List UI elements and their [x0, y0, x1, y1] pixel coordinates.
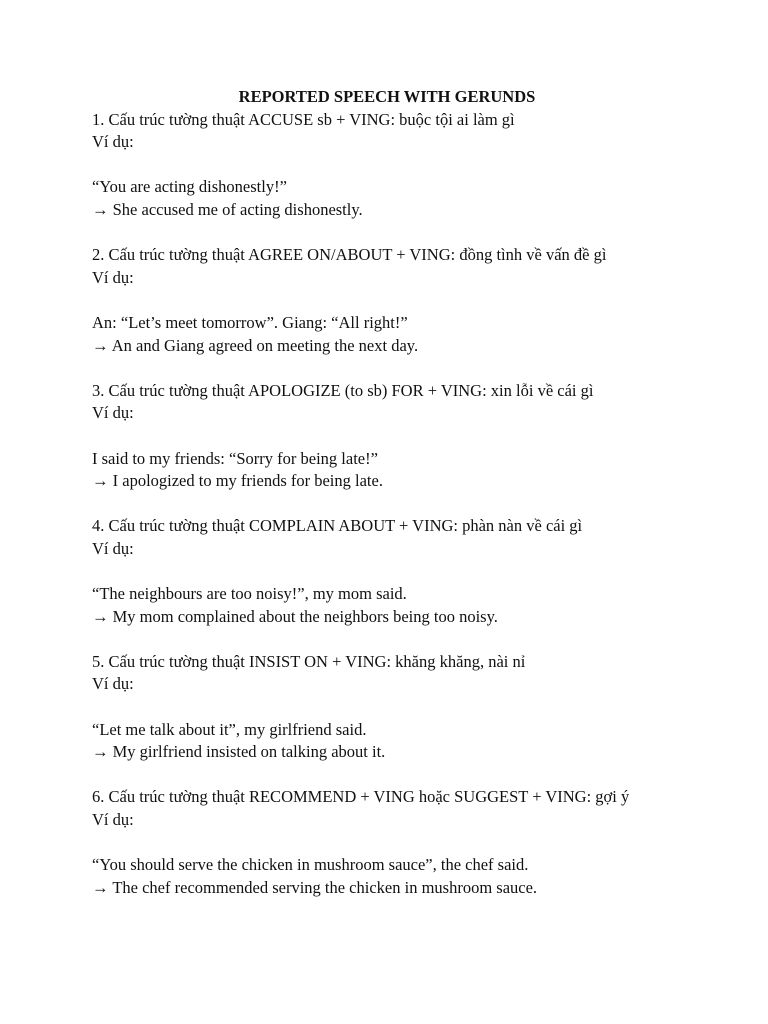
- example-label: Ví dụ:: [92, 810, 134, 829]
- spacer: [92, 560, 682, 583]
- section-heading: 2. Cấu trúc tường thuật AGREE ON/ABOUT + VING: đồng tình về vấn đề gì: [92, 245, 607, 265]
- example-label: Ví dụ:: [92, 403, 134, 423]
- example-quote: An: “Let’s meet tomorrow”. Giang: “All right!”: [92, 312, 408, 332]
- section-heading: 4. Cấu trúc tường thuật COMPLAIN ABOUT + VING: phàn nàn về cái gì: [92, 516, 583, 536]
- example-reported: → My mom complained about the neighbors being too noisy.: [92, 606, 498, 626]
- example-reported: → An and Giang agreed on meeting the next day.: [92, 335, 419, 355]
- section-heading: 1. Cấu trúc tường thuật ACCUSE sb + VING: buộc tội ai làm gì: [92, 109, 515, 129]
- example-quote: “Let me talk about it”, my girlfriend said.: [92, 719, 367, 739]
- spacer: [92, 493, 682, 516]
- section-heading: 5. Cấu trúc tường thuật INSIST ON + VING: khăng khăng, nài nỉ: [92, 651, 526, 671]
- document-page: [92, 86, 682, 899]
- spacer: [92, 154, 682, 177]
- example-reported: → She accused me of acting dishonestly.: [92, 199, 363, 219]
- section-3: [92, 380, 682, 516]
- example-label: Ví dụ:: [92, 267, 134, 287]
- section-6: [92, 786, 682, 899]
- spacer: [92, 357, 682, 380]
- section-heading: 3. Cấu trúc tường thuật APOLOGIZE (to sb) FOR + VING: xin lỗi về cái gì: [92, 380, 594, 400]
- section-5: [92, 651, 682, 787]
- section-2: [92, 244, 682, 380]
- spacer: [92, 425, 682, 448]
- example-quote: “You are acting dishonestly!”: [92, 177, 287, 197]
- spacer: [92, 696, 682, 719]
- example-label: Ví dụ:: [92, 132, 134, 152]
- example-quote: I said to my friends: “Sorry for being late!”: [92, 448, 378, 468]
- section-1: [92, 109, 682, 245]
- example-label: Ví dụ:: [92, 538, 134, 558]
- spacer: [92, 764, 682, 787]
- example-label: Ví dụ:: [92, 674, 134, 694]
- example-reported: → The chef recommended serving the chicken in mushroom sauce.: [92, 877, 538, 897]
- spacer: [92, 222, 682, 245]
- example-quote: “The neighbours are too noisy!”, my mom said.: [92, 584, 407, 604]
- section-4: [92, 515, 682, 651]
- example-quote: “You should serve the chicken in mushroom sauce”, the chef said.: [92, 855, 529, 875]
- example-reported: → My girlfriend insisted on talking about it.: [92, 742, 386, 762]
- document-title: REPORTED SPEECH WITH GERUNDS: [238, 87, 536, 106]
- section-heading: 6. Cấu trúc tường thuật RECOMMEND + VING hoặc SUGGEST + VING: gợi ý: [92, 787, 630, 807]
- example-reported: → I apologized to my friends for being late.: [92, 471, 383, 491]
- spacer: [92, 628, 682, 651]
- spacer: [92, 832, 682, 855]
- spacer: [92, 289, 682, 312]
